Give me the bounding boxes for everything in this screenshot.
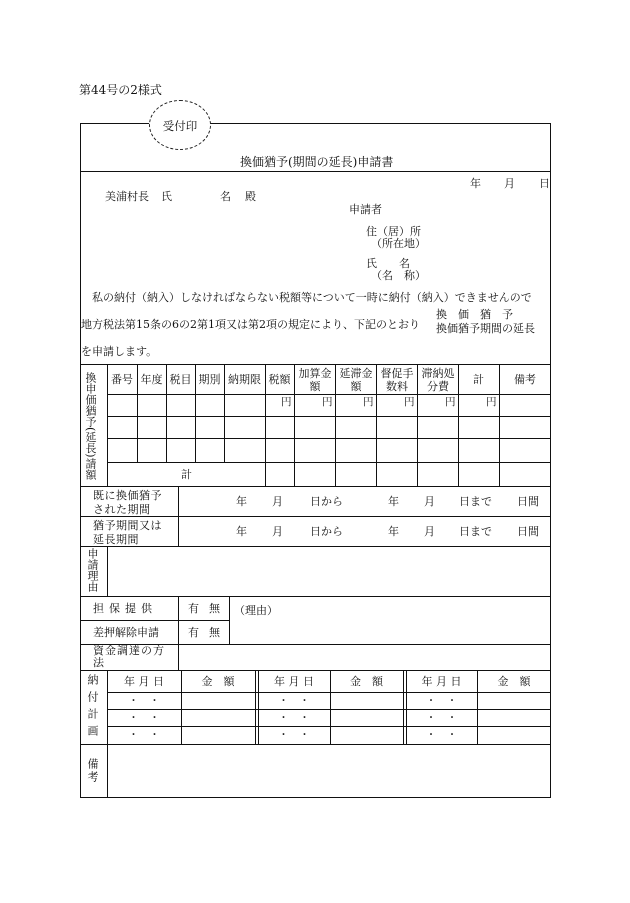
col-line — [403, 670, 404, 744]
collateral-yes: 有 — [188, 602, 199, 615]
body-option-2: 換価猶予期間の延長 — [436, 322, 535, 335]
plan-date-dots: ・ ・ — [128, 695, 160, 707]
header-additional-charge: 加算金額 — [298, 367, 332, 393]
period-month: 月 — [272, 495, 283, 508]
col-line — [417, 364, 418, 486]
row-line — [80, 744, 551, 745]
body-line-3: を申請します。 — [81, 345, 158, 358]
collateral-no: 無 — [209, 602, 220, 615]
applicant-address-sub: （所在地） — [371, 237, 426, 250]
total-row-label: 計 — [181, 468, 192, 481]
period-month: 月 — [424, 525, 435, 538]
header-tax-item: 税目 — [169, 373, 192, 386]
applicant-name-sub: （名 称） — [371, 269, 426, 282]
row-line — [107, 726, 551, 727]
addressee-village-head: 美浦村長 — [105, 190, 149, 203]
period-month: 月 — [272, 525, 283, 538]
stamp-label: 受付印 — [162, 119, 198, 133]
body-line-1: 私の納付（納入）しなければならない税額等について一時に納付（納入）できませんので — [92, 291, 532, 304]
header-number: 番号 — [111, 373, 133, 386]
form-number: 第44号の2様式 — [79, 83, 162, 97]
yen-unit: 円 — [404, 396, 415, 408]
applicant-label: 申請者 — [349, 203, 382, 216]
date-month: 月 — [504, 177, 515, 190]
row-line — [107, 709, 551, 710]
title-divider — [80, 171, 551, 172]
payment-plan-label: 納付計画 — [86, 674, 99, 742]
addressee-mei: 名 — [220, 190, 231, 203]
period-year: 年 — [388, 525, 399, 538]
row-line — [80, 620, 229, 621]
table-bottom-line — [80, 486, 551, 487]
header-fiscal-year: 年度 — [140, 373, 163, 386]
collateral-reason-label: （理由） — [234, 604, 278, 617]
yen-unit: 円 — [486, 396, 497, 408]
plan-date-dots: ・ ・ — [128, 712, 160, 724]
header-remarks: 備考 — [514, 373, 536, 386]
plan-date-header: 年 月 日 — [274, 675, 314, 688]
body-line-2: 地方税法第15条の6の2第1項又は第2項の規定により、下記のとおり — [81, 318, 420, 331]
row-line — [80, 596, 551, 597]
header-period: 期別 — [198, 373, 221, 386]
applicant-name-label: 氏 名 — [366, 257, 410, 270]
funding-method-label: 資金調達の方法 — [93, 644, 165, 669]
row-line — [80, 670, 551, 671]
period-days: 日間 — [517, 525, 539, 538]
plan-date-dots: ・ ・ — [425, 695, 458, 707]
tax-table-side-label: 換申価猶予(延長)請額 — [84, 372, 97, 480]
row-line — [107, 692, 551, 693]
col-line — [376, 364, 377, 486]
plan-date-dots: ・ ・ — [278, 695, 310, 707]
seizure-no: 無 — [209, 626, 220, 639]
yen-unit: 円 — [281, 396, 292, 408]
addressee-shi: 氏 — [161, 190, 172, 203]
date-year: 年 — [470, 177, 481, 190]
date-day: 日 — [539, 177, 550, 190]
plan-date-dots: ・ ・ — [128, 729, 160, 741]
plan-date-dots: ・ ・ — [278, 712, 310, 724]
header-tax-amount: 税額 — [268, 373, 291, 386]
col-line — [178, 644, 179, 670]
row-line — [107, 416, 551, 417]
col-line — [107, 546, 108, 596]
yen-unit: 円 — [322, 396, 333, 408]
col-line — [294, 364, 295, 486]
period-until: 日まで — [459, 525, 492, 538]
plan-date-header: 年 月 日 — [124, 675, 164, 688]
col-line — [335, 364, 336, 486]
remarks-label: 備考 — [86, 758, 99, 784]
period-year: 年 — [236, 495, 247, 508]
requested-period-label: 猶予期間又は延長期間 — [93, 519, 162, 546]
applicant-address-label: 住（居）所 — [366, 225, 421, 238]
period-from: 日から — [310, 495, 343, 508]
collateral-label: 担保提供 — [93, 602, 157, 615]
col-line — [229, 596, 230, 644]
header-total: 計 — [473, 373, 484, 386]
plan-date-header: 年 月 日 — [421, 675, 462, 688]
reason-label: 申請理由 — [86, 548, 99, 592]
period-until: 日まで — [459, 495, 492, 508]
plan-date-dots: ・ ・ — [425, 729, 458, 741]
reception-stamp — [149, 100, 211, 150]
plan-amount-header: 金 額 — [497, 675, 531, 688]
period-year: 年 — [236, 525, 247, 538]
period-year: 年 — [388, 495, 399, 508]
row-line — [107, 438, 551, 439]
seizure-release-label: 差押解除申請 — [93, 626, 159, 639]
period-from: 日から — [310, 525, 343, 538]
row-line — [107, 394, 551, 395]
plan-amount-header: 金 額 — [201, 675, 235, 688]
col-line — [255, 670, 256, 744]
col-line — [178, 486, 179, 546]
addressee-dono: 殿 — [245, 190, 256, 203]
plan-date-dots: ・ ・ — [278, 729, 310, 741]
plan-amount-header: 金 額 — [350, 675, 383, 688]
header-due-date: 納期限 — [228, 373, 261, 386]
period-month: 月 — [424, 495, 435, 508]
row-line — [107, 462, 551, 463]
header-disposition-cost: 滞納処分費 — [421, 367, 455, 393]
yen-unit: 円 — [445, 396, 456, 408]
header-delinquency-charge: 延滞金額 — [339, 367, 373, 393]
period-days: 日間 — [517, 495, 539, 508]
body-option-1: 換 価 猶 予 — [436, 308, 513, 321]
seizure-yes: 有 — [188, 626, 199, 639]
header-demand-fee: 督促手数料 — [380, 367, 414, 393]
form-title: 換価猶予(期間の延長)申請書 — [240, 155, 394, 169]
table-top-line — [80, 364, 551, 365]
yen-unit: 円 — [363, 396, 374, 408]
plan-date-dots: ・ ・ — [425, 712, 458, 724]
prior-period-label: 既に換価猶予された期間 — [93, 489, 162, 516]
